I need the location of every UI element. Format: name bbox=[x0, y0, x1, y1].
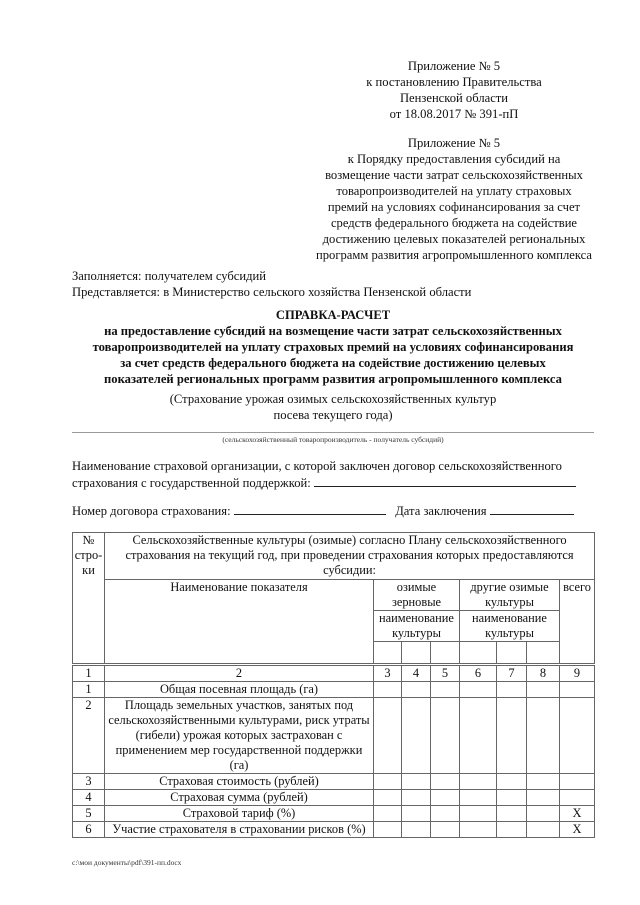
value-cell[interactable] bbox=[402, 698, 431, 774]
col-number: 1 bbox=[73, 666, 105, 682]
value-cell[interactable] bbox=[431, 682, 460, 698]
appendix-procedure bbox=[310, 135, 598, 263]
submitted-to: Представляется: в Министерство сельского хозяйства Пензенской области bbox=[72, 285, 472, 299]
value-cell[interactable] bbox=[527, 790, 560, 806]
col-number: 5 bbox=[431, 666, 460, 682]
table-row bbox=[73, 790, 595, 806]
title-line: показателей региональных программ развития агропромышленного комплекса bbox=[104, 372, 562, 386]
value-cell[interactable] bbox=[497, 682, 527, 698]
value-cell[interactable] bbox=[497, 806, 527, 822]
row-number: 5 bbox=[73, 806, 105, 822]
text-line: возмещение части затрат сельскохозяйственных bbox=[325, 168, 583, 182]
crop-name-cell[interactable] bbox=[431, 642, 460, 664]
col-number: 3 bbox=[374, 666, 402, 682]
crop-name-cell[interactable] bbox=[460, 642, 497, 664]
crop-name-cell[interactable] bbox=[402, 642, 431, 664]
table-row bbox=[73, 682, 595, 698]
contract-section bbox=[72, 502, 602, 519]
indicator-name: Участие страхователя в страховании рисков (%) bbox=[105, 822, 374, 838]
crop-name-cell[interactable] bbox=[527, 642, 560, 664]
row-number: 3 bbox=[73, 774, 105, 790]
text-line: Приложение № 5 bbox=[407, 59, 501, 73]
value-cell[interactable] bbox=[527, 774, 560, 790]
appendix-government-decree bbox=[310, 58, 598, 122]
filled-by: Заполняется: получателем субсидий bbox=[72, 269, 267, 283]
title-line: на предоставление субсидий на возмещение части затрат сельскохозяйственных bbox=[104, 324, 562, 338]
text-line: к постановлению Правительства bbox=[366, 75, 542, 89]
value-cell[interactable] bbox=[374, 682, 402, 698]
value-cell[interactable] bbox=[527, 822, 560, 838]
col-row-number: № стро-ки bbox=[73, 533, 105, 664]
value-cell[interactable] bbox=[460, 774, 497, 790]
value-cell[interactable] bbox=[460, 682, 497, 698]
table-row bbox=[73, 822, 595, 838]
text-line: Приложение № 5 bbox=[407, 136, 501, 150]
col-number: 6 bbox=[460, 666, 497, 682]
value-cell[interactable] bbox=[431, 774, 460, 790]
value-cell[interactable] bbox=[402, 790, 431, 806]
indicator-name: Страховая сумма (рублей) bbox=[105, 790, 374, 806]
value-cell[interactable] bbox=[374, 774, 402, 790]
insurer-input[interactable] bbox=[314, 474, 576, 487]
data-table bbox=[72, 665, 595, 838]
total-cell[interactable] bbox=[560, 682, 595, 698]
value-cell[interactable] bbox=[374, 806, 402, 822]
total-cell[interactable]: X bbox=[560, 822, 595, 838]
row-number: 4 bbox=[73, 790, 105, 806]
value-cell[interactable] bbox=[527, 698, 560, 774]
col-number: 9 bbox=[560, 666, 595, 682]
value-cell[interactable] bbox=[527, 806, 560, 822]
value-cell[interactable] bbox=[497, 774, 527, 790]
crop-name-header: наименование культуры bbox=[374, 611, 460, 642]
document-subtitle bbox=[72, 391, 594, 423]
crops-header: Сельскохозяйственные культуры (озимые) согласно Плану сельскохозяйственного страхования на текущий год, при проведении страхования которых предоставляются субсидии: bbox=[105, 533, 595, 580]
col-number: 8 bbox=[527, 666, 560, 682]
value-cell[interactable] bbox=[460, 806, 497, 822]
document-title bbox=[72, 307, 594, 387]
value-cell[interactable] bbox=[402, 774, 431, 790]
indicator-name: Страховой тариф (%) bbox=[105, 806, 374, 822]
total-cell[interactable] bbox=[560, 698, 595, 774]
contract-date-label: Дата заключения bbox=[395, 504, 487, 518]
indicator-name: Общая посевная площадь (га) bbox=[105, 682, 374, 698]
value-cell[interactable] bbox=[431, 790, 460, 806]
total-cell[interactable] bbox=[560, 774, 595, 790]
total-cell[interactable] bbox=[560, 790, 595, 806]
crop-name-cell[interactable] bbox=[374, 642, 402, 664]
total-header: всего bbox=[560, 580, 595, 664]
total-cell[interactable]: X bbox=[560, 806, 595, 822]
indicator-name: Площадь земельных участков, занятых под сельскохозяйственными культурами, риск утраты (гибели) урожая которых застрахован с применением мер государственной поддержки (га) bbox=[105, 698, 374, 774]
text-line: товаропроизводителей на уплату страховых bbox=[336, 184, 572, 198]
value-cell[interactable] bbox=[431, 806, 460, 822]
table-row bbox=[73, 774, 595, 790]
col-number: 4 bbox=[402, 666, 431, 682]
value-cell[interactable] bbox=[497, 790, 527, 806]
subtitle-line: (Страхование урожая озимых сельскохозяйственных культур bbox=[169, 392, 497, 406]
header-table bbox=[72, 532, 595, 664]
text-line: средств федерального бюджета на содействие bbox=[330, 216, 578, 230]
value-cell[interactable] bbox=[374, 698, 402, 774]
row-number: 6 bbox=[73, 822, 105, 838]
crop-name-cell[interactable] bbox=[497, 642, 527, 664]
title-line: за счет средств федерального бюджета на содействие достижению целевых bbox=[120, 356, 546, 370]
text-line: от 18.08.2017 № 391-пП bbox=[389, 107, 519, 121]
value-cell[interactable] bbox=[431, 698, 460, 774]
contract-number-input[interactable] bbox=[234, 502, 386, 515]
other-winter-header: другие озимые культуры bbox=[460, 580, 560, 611]
insurer-section bbox=[72, 458, 602, 491]
value-cell[interactable] bbox=[374, 822, 402, 838]
recipient-field-line[interactable] bbox=[72, 432, 594, 433]
col-number: 2 bbox=[105, 666, 374, 682]
indicator-header: Наименование показателя bbox=[105, 580, 374, 664]
value-cell[interactable] bbox=[374, 790, 402, 806]
text-line: программ развития агропромышленного комплекса bbox=[316, 248, 592, 262]
insurer-label-2: страхования с государственной поддержкой: bbox=[72, 476, 311, 490]
subtitle-line: посева текущего года) bbox=[273, 408, 393, 422]
value-cell[interactable] bbox=[431, 822, 460, 838]
column-numbers-row bbox=[73, 666, 595, 682]
indicator-name: Страховая стоимость (рублей) bbox=[105, 774, 374, 790]
recipient-caption: (сельскохозяйственный товаропроизводитель - получатель субсидий) bbox=[222, 435, 444, 444]
text-line: Пензенской области bbox=[399, 91, 509, 105]
contract-number-label: Номер договора страхования: bbox=[72, 504, 231, 518]
value-cell[interactable] bbox=[527, 682, 560, 698]
value-cell[interactable] bbox=[402, 822, 431, 838]
text-line: достижению целевых показателей региональных bbox=[322, 232, 586, 246]
value-cell[interactable] bbox=[460, 698, 497, 774]
title-line: товаропроизводителей на уплату страховых премий на условиях софинансирования bbox=[92, 340, 574, 354]
value-cell[interactable] bbox=[402, 682, 431, 698]
row-number: 2 bbox=[73, 698, 105, 774]
file-path-footer: c:\мои документы\pdf\391-пп.docx bbox=[72, 858, 182, 867]
value-cell[interactable] bbox=[460, 790, 497, 806]
row-number: 1 bbox=[73, 682, 105, 698]
text-line: премий на условиях софинансирования за счет bbox=[327, 200, 581, 214]
text-line: к Порядку предоставления субсидий на bbox=[347, 152, 561, 166]
table-row bbox=[73, 806, 595, 822]
title-line: СПРАВКА-РАСЧЕТ bbox=[275, 308, 391, 322]
value-cell[interactable] bbox=[460, 822, 497, 838]
value-cell[interactable] bbox=[497, 698, 527, 774]
value-cell[interactable] bbox=[497, 822, 527, 838]
insurer-label: Наименование страховой организации, с которой заключен договор сельскохозяйственного bbox=[72, 459, 562, 473]
contract-date-input[interactable] bbox=[490, 502, 574, 515]
winter-grain-header: озимые зерновые bbox=[374, 580, 460, 611]
table-row bbox=[73, 698, 595, 774]
col-number: 7 bbox=[497, 666, 527, 682]
crop-name-header: наименование культуры bbox=[460, 611, 560, 642]
value-cell[interactable] bbox=[402, 806, 431, 822]
